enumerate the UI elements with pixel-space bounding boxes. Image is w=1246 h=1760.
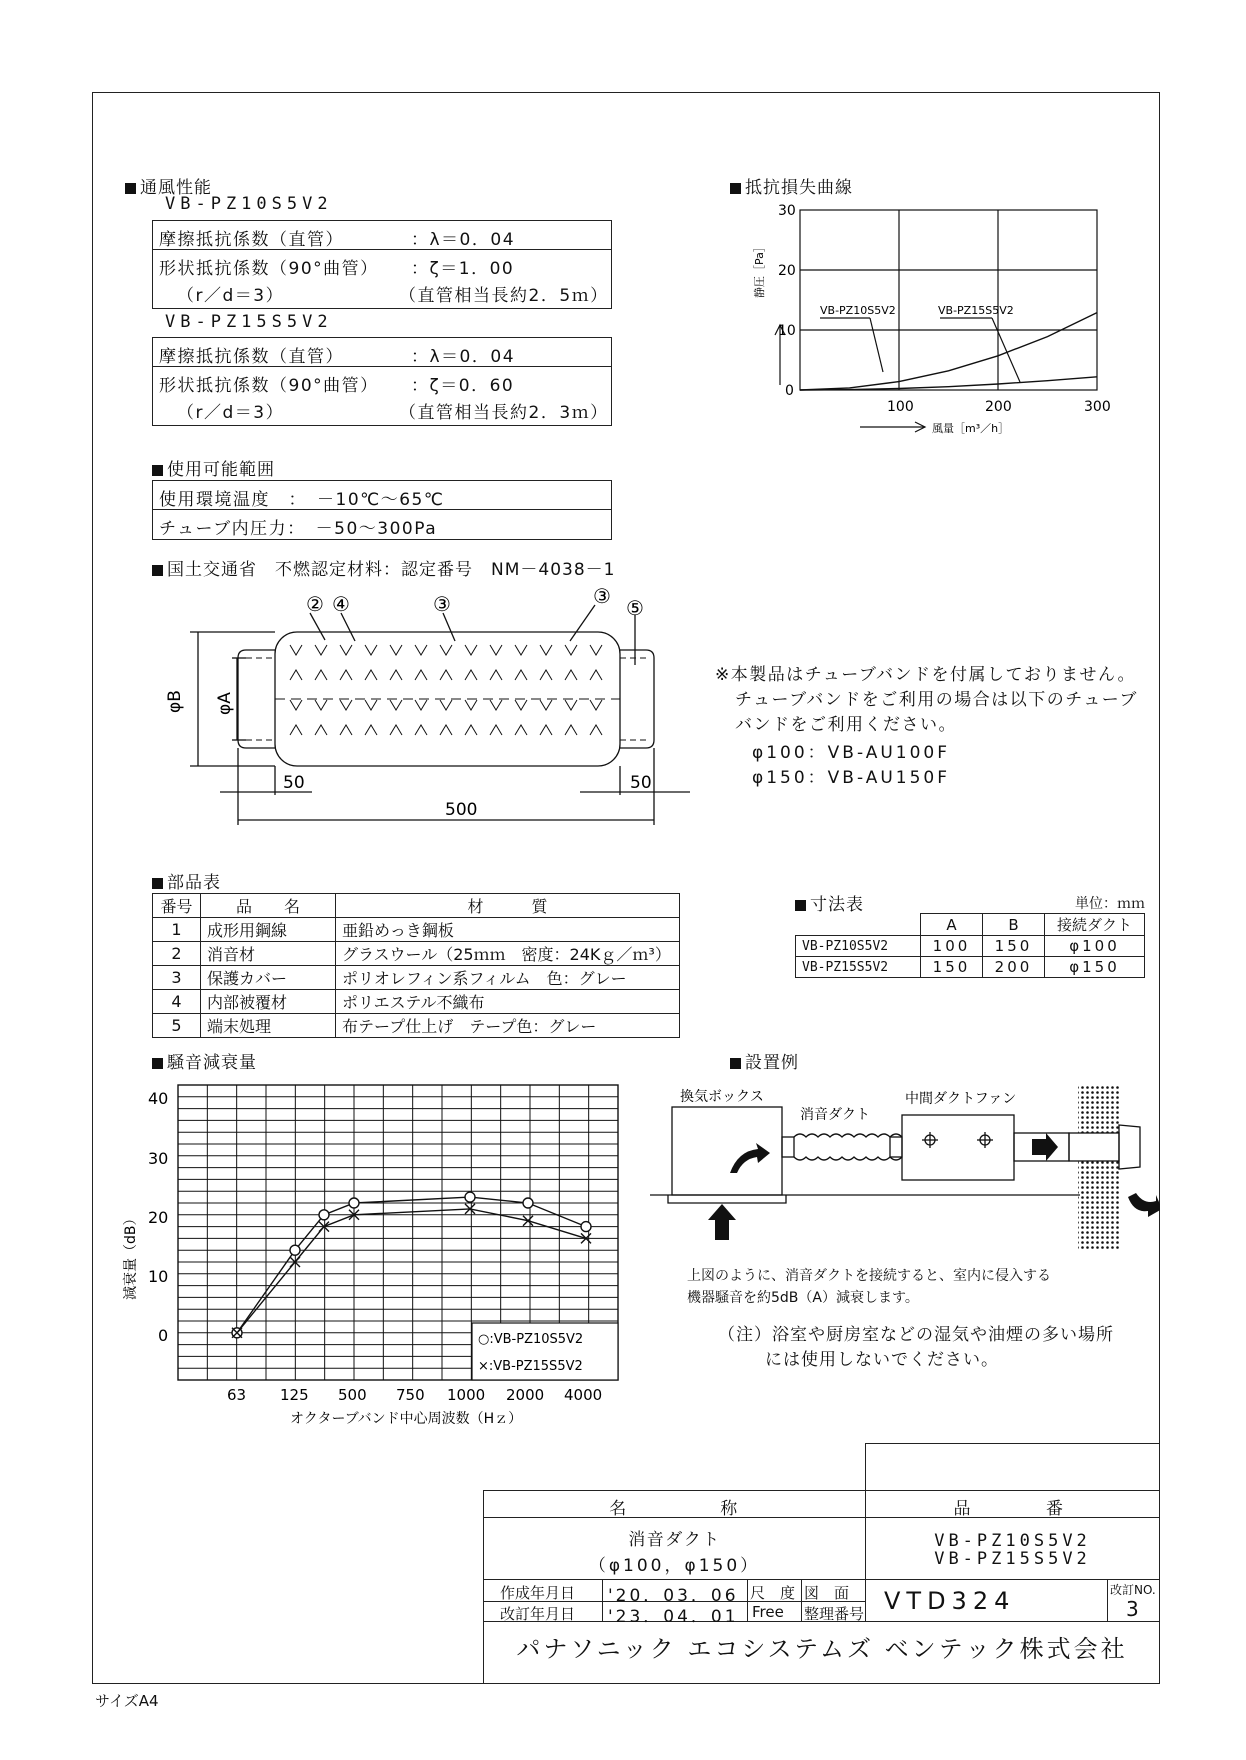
perf-1-row2-label: 形状抵抗係数（90°曲管） bbox=[159, 259, 379, 279]
curve-ytick-10: 10 bbox=[778, 323, 796, 339]
parts-material: 亜鉛めっき鋼板 bbox=[336, 918, 680, 942]
table-row bbox=[153, 1014, 680, 1038]
parts-no: 3 bbox=[153, 966, 201, 990]
noise-point-circle bbox=[581, 1222, 591, 1232]
parts-table bbox=[152, 893, 680, 1038]
tb-name-2: （φ100，φ150） bbox=[588, 1556, 761, 1576]
dim-50-right: 50 bbox=[630, 773, 652, 793]
duct-drawing bbox=[150, 585, 690, 835]
parts-material: ポリオレフィン系フィルム 色：グレー bbox=[336, 966, 680, 990]
noise-ylabel: 減衰量（dB） bbox=[123, 1211, 139, 1300]
perf-1-row3-value: （直管相当長約2．5ｍ） bbox=[399, 286, 609, 306]
noise-ytick-0: 0 bbox=[158, 1326, 169, 1345]
perf-box-1 bbox=[152, 220, 612, 309]
tb-name-header: 名 称 bbox=[609, 1499, 739, 1519]
parts-name: 成形用鋼線 bbox=[201, 918, 336, 942]
perf-2-row2-value: ：ζ＝0．60 bbox=[411, 376, 515, 396]
curve-ytick-30: 30 bbox=[778, 203, 796, 219]
tb-dwg-label-2: 整理番号 bbox=[804, 1605, 865, 1623]
dims-heading: 寸法表 bbox=[795, 890, 864, 915]
noise-xtick-1000: 1000 bbox=[447, 1386, 486, 1404]
callout-4: ④ bbox=[332, 592, 350, 616]
install-text-2: 機器騒音を約5dB（A）減衰します。 bbox=[687, 1290, 919, 1306]
noise-ytick-30: 30 bbox=[148, 1149, 169, 1168]
parts-no: 1 bbox=[153, 918, 201, 942]
noise-xtick-63: 63 bbox=[227, 1386, 247, 1404]
parts-header-material: 材 質 bbox=[336, 894, 680, 918]
table-row bbox=[153, 942, 680, 966]
install-text-1: 上図のように、消音ダクトを接続すると、室内に侵入する bbox=[687, 1268, 1051, 1284]
noise-point-circle bbox=[349, 1198, 359, 1208]
perf-1-row1-value: ：λ＝0．04 bbox=[411, 230, 516, 250]
perf-1-divider bbox=[153, 249, 611, 250]
dims-a: 150 bbox=[921, 957, 983, 978]
perf-box-2 bbox=[152, 337, 612, 426]
tb-made-date: '20．03．06 bbox=[608, 1586, 739, 1606]
noise-xlabel: オクターブバンド中心周波数（Hｚ） bbox=[290, 1411, 523, 1427]
install-heading: 設置例 bbox=[730, 1048, 799, 1073]
noise-xtick-4000: 4000 bbox=[564, 1386, 603, 1404]
noise-ytick-10: 10 bbox=[148, 1267, 169, 1286]
noise-xtick-2000: 2000 bbox=[506, 1386, 545, 1404]
parts-name: 消音材 bbox=[201, 942, 336, 966]
noise-chart bbox=[120, 1075, 640, 1440]
noise-xtick-125: 125 bbox=[280, 1386, 309, 1404]
dim-phiA: φA bbox=[215, 692, 235, 715]
parts-header-name: 品 名 bbox=[201, 894, 336, 918]
curve-xtick-200: 200 bbox=[985, 399, 1012, 415]
note-line-4: φ100：VB-AU100F bbox=[752, 743, 951, 763]
noise-legend-2: ×:VB-PZ15S5V2 bbox=[478, 1359, 583, 1374]
dims-table bbox=[795, 913, 1145, 978]
curve-series-1 bbox=[800, 313, 1097, 390]
dims-a: 100 bbox=[921, 936, 983, 957]
range-divider bbox=[153, 509, 611, 510]
install-fan-label: 中間ダクトファン bbox=[905, 1091, 1017, 1107]
tb-rev-date: '23．04．01 bbox=[608, 1607, 739, 1627]
dims-header-b: B bbox=[983, 914, 1045, 936]
curve-xtick-300: 300 bbox=[1084, 399, 1111, 415]
perf-2-row3-value: （直管相当長約2．3ｍ） bbox=[399, 403, 609, 423]
perf-2-row1-label: 摩擦抵抗係数（直管） bbox=[159, 347, 344, 367]
parts-no: 4 bbox=[153, 990, 201, 1014]
perf-model-2: VB-PZ15S5V2 bbox=[165, 312, 333, 332]
curve-heading: 抵抗損失曲線 bbox=[730, 173, 853, 198]
callout-2: ② bbox=[306, 592, 324, 616]
perf-2-row2-label: 形状抵抗係数（90°曲管） bbox=[159, 376, 379, 396]
curve-xlabel: 風量［m³／h］ bbox=[932, 422, 1010, 435]
range-heading: 使用可能範囲 bbox=[152, 455, 275, 480]
dims-unit: 単位：ｍｍ bbox=[1075, 896, 1145, 912]
curve-label-2: VB-PZ15S5V2 bbox=[938, 304, 1014, 317]
range-row-1: 使用環境温度 ： －10℃～65℃ bbox=[159, 490, 445, 510]
dims-duct: φ100 bbox=[1045, 936, 1145, 957]
noise-ytick-40: 40 bbox=[148, 1089, 169, 1108]
curve-ytick-0: 0 bbox=[785, 383, 794, 399]
noise-point-circle bbox=[319, 1210, 329, 1220]
perf-model-1: VB-PZ10S5V2 bbox=[165, 194, 333, 214]
perf-1-row3-label: （r／d＝3） bbox=[177, 286, 285, 306]
title-block-upper bbox=[865, 1443, 1160, 1492]
dim-phiB: φB bbox=[165, 690, 185, 713]
tb-rev-label: 改訂年月日 bbox=[500, 1605, 576, 1623]
tb-name-1: 消音ダクト bbox=[628, 1530, 721, 1550]
parts-name: 保護カバー bbox=[201, 966, 336, 990]
range-box bbox=[152, 480, 612, 540]
perf-1-row1-label: 摩擦抵抗係数（直管） bbox=[159, 230, 344, 250]
perf-heading: 通風性能 bbox=[125, 173, 212, 198]
tb-scale-label: 尺 度 bbox=[750, 1584, 796, 1602]
parts-material: グラスウール（25ｍｍ 密度：24Kｇ／ｍ³） bbox=[336, 942, 680, 966]
title-block bbox=[483, 1490, 1160, 1683]
table-row bbox=[153, 990, 680, 1014]
noise-ytick-20: 20 bbox=[148, 1208, 169, 1227]
tb-code-header: 品 番 bbox=[953, 1499, 1065, 1519]
parts-heading: 部品表 bbox=[152, 868, 221, 893]
dims-b: 200 bbox=[983, 957, 1045, 978]
curve-xtick-100: 100 bbox=[887, 399, 914, 415]
parts-no: 2 bbox=[153, 942, 201, 966]
table-row bbox=[153, 966, 680, 990]
tb-code-2: VB-PZ15S5V2 bbox=[934, 1549, 1091, 1569]
callout-5: ⑤ bbox=[626, 596, 644, 620]
table-row bbox=[796, 936, 1145, 957]
table-row bbox=[796, 957, 1145, 978]
tb-revno: 3 bbox=[1126, 1597, 1139, 1621]
perf-2-row1-value: ：λ＝0．04 bbox=[411, 347, 516, 367]
tb-revno-label: 改訂NO. bbox=[1110, 1583, 1156, 1597]
parts-no: 5 bbox=[153, 1014, 201, 1038]
curve-ylabel: 静圧［Pa］ bbox=[753, 241, 766, 298]
tb-dwg-number: VTD324 bbox=[884, 1587, 1016, 1615]
noise-xtick-750: 750 bbox=[396, 1386, 425, 1404]
noise-xtick-500: 500 bbox=[338, 1386, 367, 1404]
note-line-3: バンドをご利用ください。 bbox=[735, 715, 957, 735]
dim-500: 500 bbox=[445, 800, 478, 820]
noise-heading: 騒音減衰量 bbox=[152, 1048, 257, 1073]
noise-series-1 bbox=[237, 1197, 586, 1333]
curve-ytick-20: 20 bbox=[778, 263, 796, 279]
parts-name: 内部被覆材 bbox=[201, 990, 336, 1014]
perf-1-row2-value: ：ζ＝1．00 bbox=[411, 259, 515, 279]
tb-dwg-label-1: 図 面 bbox=[804, 1584, 850, 1602]
dims-header-a: A bbox=[921, 914, 983, 936]
install-duct-label: 消音ダクト bbox=[800, 1107, 870, 1123]
tb-scale: Free bbox=[752, 1603, 784, 1621]
resistance-chart bbox=[740, 200, 1120, 450]
note-line-1: ※本製品はチューブバンドを付属しておりません。 bbox=[715, 665, 1137, 685]
callout-3a: ③ bbox=[433, 592, 451, 616]
install-caution-2: には使用しないでください。 bbox=[765, 1350, 999, 1370]
noise-legend-1: ○:VB-PZ10S5V2 bbox=[478, 1332, 584, 1347]
parts-material: 布テープ仕上げ テープ色：グレー bbox=[336, 1014, 680, 1038]
dim-50-left: 50 bbox=[283, 773, 305, 793]
noise-point-circle bbox=[290, 1245, 300, 1255]
dims-header-empty bbox=[796, 914, 921, 936]
note-line-2: チューブバンドをご利用の場合は以下のチューブ bbox=[735, 690, 1138, 710]
install-box-label: 換気ボックス bbox=[680, 1089, 764, 1105]
noise-point-circle bbox=[523, 1198, 533, 1208]
dims-model: VB-PZ15S5V2 bbox=[796, 957, 921, 978]
install-diagram bbox=[650, 1075, 1160, 1255]
parts-header-no: 番号 bbox=[153, 894, 201, 918]
note-line-5: φ150：VB-AU150F bbox=[752, 768, 951, 788]
dims-duct: φ150 bbox=[1045, 957, 1145, 978]
perf-2-divider bbox=[153, 366, 611, 367]
dims-model: VB-PZ10S5V2 bbox=[796, 936, 921, 957]
range-row-2: チューブ内圧力： －50～300Pa bbox=[159, 519, 438, 539]
install-caution-1: （注）浴室や厨房室などの湿気や油煙の多い場所 bbox=[718, 1325, 1114, 1345]
parts-material: ポリエステル不織布 bbox=[336, 990, 680, 1014]
tb-company: パナソニック エコシステムズ ベンテック株式会社 bbox=[516, 1635, 1128, 1663]
perf-2-row3-label: （r／d＝3） bbox=[177, 403, 285, 423]
dims-header-duct: 接続ダクト bbox=[1045, 914, 1145, 936]
tb-code-1: VB-PZ10S5V2 bbox=[934, 1531, 1091, 1551]
curve-label-1: VB-PZ10S5V2 bbox=[820, 304, 896, 317]
table-row bbox=[153, 918, 680, 942]
dims-b: 150 bbox=[983, 936, 1045, 957]
callout-3b: ③ bbox=[593, 585, 611, 608]
noise-series-2 bbox=[237, 1209, 586, 1333]
cert-line: 国土交通省 不燃認定材料：認定番号 NM－4038－1 bbox=[152, 555, 615, 580]
paper-size: サイズA4 bbox=[95, 1692, 159, 1710]
tb-made-label: 作成年月日 bbox=[500, 1584, 576, 1602]
parts-name: 端末処理 bbox=[201, 1014, 336, 1038]
noise-point-circle bbox=[465, 1192, 475, 1202]
